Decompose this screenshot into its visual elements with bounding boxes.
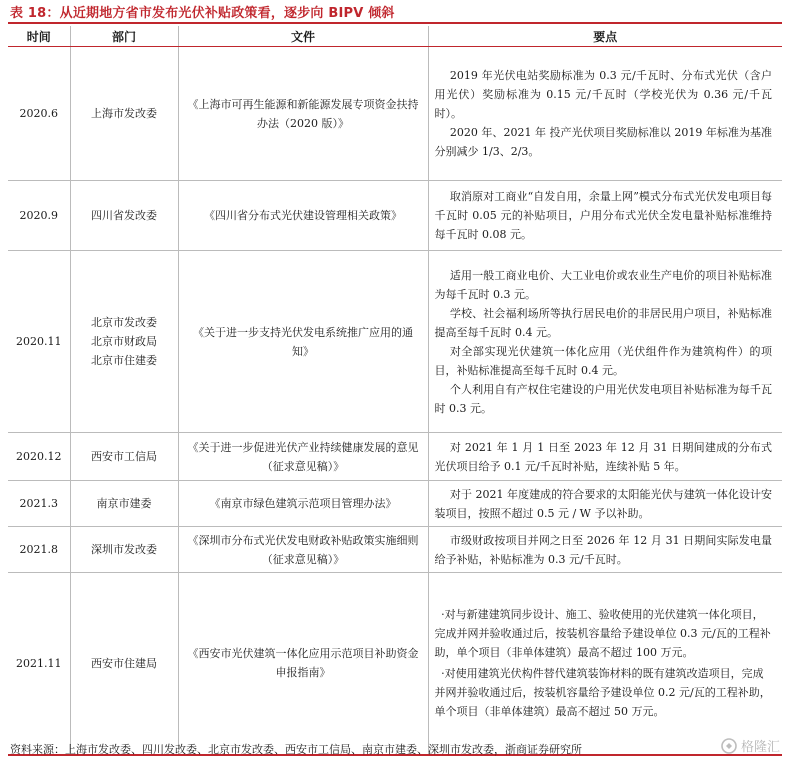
time-cell: 2020.11 xyxy=(8,251,70,433)
points-cell xyxy=(428,527,782,573)
dept-cell xyxy=(70,527,178,573)
doc-cell: 《四川省分布式光伏建设管理相关政策》 xyxy=(178,181,428,251)
points-cell xyxy=(428,573,782,755)
point-text: ·对使用建筑光伏构件替代建筑装饰材料的既有建筑改造项目，完成并网并验收通过后，按装机容量给予建设单位 0.2 元/瓦的工程补助，单个项目（非单体建筑）最高不超过 50 万元。 xyxy=(434,667,771,719)
header-time: 时间 xyxy=(8,26,70,47)
point-text: 个人利用自有产权住宅建设的户用光伏发电项目补贴标准为每千瓦时 0.3 元。 xyxy=(434,382,772,415)
table-title: 表 18：从近期地方省市发布光伏补贴政策看，逐步向 BIPV 倾斜 xyxy=(10,6,395,21)
doc-cell: 《关于进一步促进光伏产业持续健康发展的意见（征求意见稿）》 xyxy=(178,433,428,481)
dept-name: 西安市住建局 xyxy=(91,656,157,670)
dept-cell xyxy=(70,481,178,527)
point-text: 取消原对工商业“自发自用，余量上网”模式分布式光伏发电项目每千瓦时 0.05 元的补贴项目，户用分布式光伏全发电量补贴标准维持每千瓦时 0.08 元。 xyxy=(434,190,772,241)
table-row xyxy=(8,181,782,251)
dept-name: 深圳市发改委 xyxy=(91,543,157,556)
dept-name: 北京市财政局 xyxy=(91,335,157,348)
time-cell: 2020.6 xyxy=(8,47,70,181)
points-cell xyxy=(428,181,782,251)
dept-cell xyxy=(70,181,178,251)
table-row xyxy=(8,433,782,481)
doc-cell: 《西安市光伏建筑一体化应用示范项目补助资金申报指南》 xyxy=(178,573,428,755)
points-cell xyxy=(428,481,782,527)
table-row xyxy=(8,527,782,573)
watermark xyxy=(721,736,780,755)
dept-cell xyxy=(70,433,178,481)
table-row xyxy=(8,573,782,755)
header-points: 要点 xyxy=(428,26,782,47)
header-doc: 文件 xyxy=(178,26,428,47)
point-text: 2019 年光伏电站奖励标准为 0.3 元/千瓦时、分布式光伏（含户用光伏）奖励标准为 0.15 元/千瓦时（学校光伏为 0.36 元/千瓦时）。 xyxy=(434,69,772,120)
time-cell: 2020.12 xyxy=(8,433,70,481)
policy-table xyxy=(8,26,782,756)
points-cell xyxy=(428,47,782,181)
doc-cell: 《上海市可再生能源和新能源发展专项资金扶持办法（2020 版）》 xyxy=(178,47,428,181)
dept-cell xyxy=(70,47,178,181)
time-cell: 2020.9 xyxy=(8,181,70,251)
table-row xyxy=(8,47,782,181)
dept-name: 上海市发改委 xyxy=(91,107,157,120)
dept-name: 四川省发改委 xyxy=(91,209,157,222)
point-text: 适用一般工商业电价、大工业电价或农业生产电价的项目补贴标准为每千瓦时 0.3 元。 xyxy=(434,268,772,301)
time-cell: 2021.11 xyxy=(8,573,70,755)
dept-name: 北京市发改委 xyxy=(91,316,157,329)
point-text: 对 2021 年 1 月 1 日至 2023 年 12 月 31 日期间建成的分布式光伏项目给予 0.1 元/千瓦时补贴，连续补贴 5 年。 xyxy=(434,440,772,473)
dept-cell xyxy=(70,251,178,433)
time-cell: 2021.3 xyxy=(8,481,70,527)
header-row xyxy=(8,26,782,47)
point-text: ·对与新建建筑同步设计、施工、验收使用的光伏建筑一体化项目，完成并网并验收通过后，按装机容量给予建设单位 0.3 元/瓦的工程补助，单个项目（非单体建筑）最高不超过 100 万元。 xyxy=(434,608,771,660)
point-text: 对于 2021 年度建成的符合要求的太阳能光伏与建筑一体化设计安装项目，按照不超过 0.5 元 / W 予以补助。 xyxy=(434,487,772,520)
point-text: 2020 年、2021 年 投产光伏项目奖励标准以 2019 年标准为基准分别减少 1/3、2/3。 xyxy=(434,126,772,158)
doc-cell: 《关于进一步支持光伏发电系统推广应用的通知》 xyxy=(178,251,428,433)
doc-cell: 《深圳市分布式光伏发电财政补贴政策实施细则（征求意见稿）》 xyxy=(178,527,428,573)
watermark-logo-icon xyxy=(721,738,737,754)
header-dept: 部门 xyxy=(70,26,178,47)
dept-name: 西安市工信局 xyxy=(91,450,157,463)
point-text: 对全部实现光伏建筑一体化应用（光伏组件作为建筑构件）的项目，补贴标准提高至每千瓦时 0.4 元。 xyxy=(434,344,772,377)
point-text: 市级财政按项目并网之日至 2026 年 12 月 31 日期间实际发电量给予补贴，补贴标准为 0.3 元/千瓦时。 xyxy=(434,533,772,566)
doc-cell: 《南京市绿色建筑示范项目管理办法》 xyxy=(178,481,428,527)
dept-name: 南京市建委 xyxy=(96,497,152,510)
watermark-text: 格隆汇 xyxy=(740,740,780,755)
table-row xyxy=(8,481,782,527)
dept-cell xyxy=(70,573,178,755)
points-cell xyxy=(428,433,782,481)
source-note: 资料来源：上海市发改委、四川发改委、北京市发改委、西安市工信局、南京市建委、深圳市发改委，浙商证券研究所 xyxy=(10,743,582,756)
points-cell xyxy=(428,251,782,433)
time-cell: 2021.8 xyxy=(8,527,70,573)
title-rule xyxy=(8,22,782,24)
point-text: 学校、社会福利场所等执行居民电价的非居民用户项目，补贴标准提高至每千瓦时 0.4 元。 xyxy=(434,306,772,339)
table-row xyxy=(8,251,782,433)
dept-name: 北京市住建委 xyxy=(91,354,157,367)
